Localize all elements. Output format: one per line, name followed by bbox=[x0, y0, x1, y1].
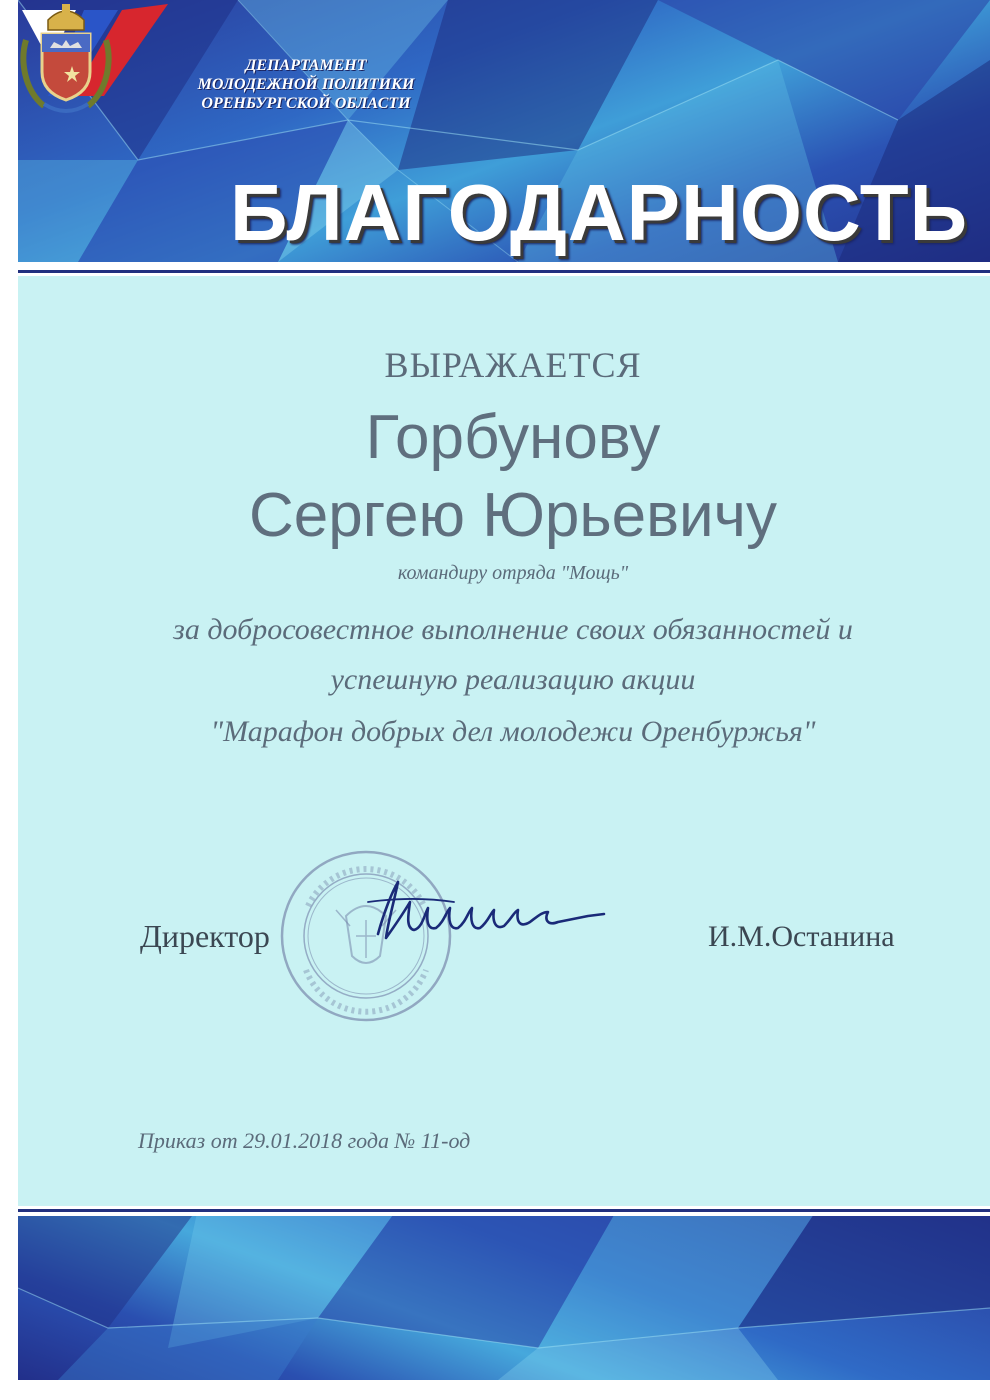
certificate-sheet bbox=[18, 0, 990, 1380]
organization-name bbox=[156, 56, 456, 113]
reason-line-1: за добросовестное выполнение своих обязанностей и bbox=[173, 613, 853, 646]
recipient-given-names: Сергею Юрьевичу bbox=[249, 481, 777, 550]
orenburg-coat-of-arms-icon bbox=[18, 0, 114, 118]
header-divider bbox=[18, 262, 990, 288]
recipient-surname: Горбунову bbox=[365, 403, 661, 472]
signer-role: Директор bbox=[140, 918, 270, 954]
document-title: БЛАГОДАРНОСТЬ bbox=[230, 168, 969, 257]
org-name-line-2: МОЛОДЕЖНОЙ ПОЛИТИКИ bbox=[197, 76, 415, 93]
header-banner bbox=[18, 0, 990, 262]
reason-line-2: успешную реализацию акции bbox=[330, 663, 696, 696]
footer-divider bbox=[18, 1206, 990, 1216]
org-name-line-3: ОРЕНБУРГСКОЙ ОБЛАСТИ bbox=[201, 95, 411, 112]
reason-line-3: "Марафон добрых дел молодежи Оренбуржья" bbox=[210, 715, 816, 748]
recipient-position: командиру отряда "Мощь" bbox=[397, 562, 629, 584]
handwritten-signature bbox=[358, 872, 608, 952]
signer-name: И.М.Останина bbox=[708, 920, 895, 953]
expresses-heading: ВЫРАЖАЕТСЯ bbox=[384, 345, 642, 385]
order-reference: Приказ от 29.01.2018 года № 11-од bbox=[138, 1128, 471, 1153]
crystal-pattern-footer bbox=[18, 1208, 990, 1380]
org-name-line-1: ДЕПАРТАМЕНТ bbox=[245, 57, 367, 74]
footer-banner bbox=[18, 1208, 990, 1380]
